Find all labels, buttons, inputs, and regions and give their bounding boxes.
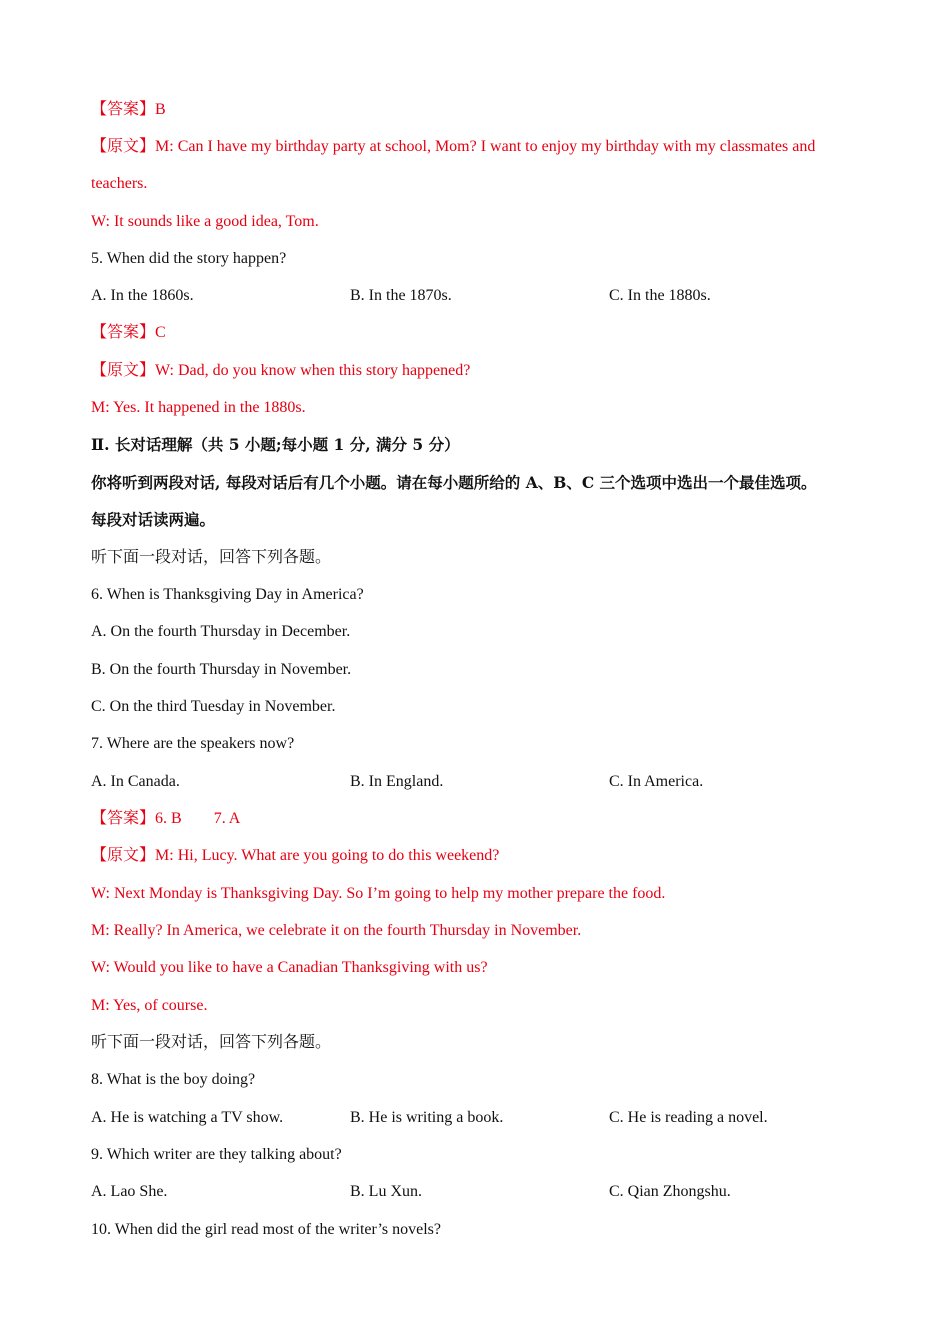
- transcript-line: [91, 846, 499, 866]
- option-5b: B. In the 1870s.: [350, 287, 452, 304]
- question-10: 10. When did the girl read most of the writer’s novels?: [91, 1221, 441, 1238]
- transcript-line: teachers.: [91, 175, 148, 192]
- transcript-line: W: Next Monday is Thanksgiving Day. So I’m going to help my mother prepare the food.: [91, 885, 666, 902]
- answer-value: 6. B 7. A: [155, 810, 241, 827]
- option-6a: A. On the fourth Thursday in December.: [91, 623, 351, 640]
- answer-tag: 【答案】: [91, 324, 156, 341]
- answer-line-6-7: [91, 809, 240, 829]
- option-6b: B. On the fourth Thursday in November.: [91, 661, 352, 678]
- dialog-intro: 听下面一段对话，回答下列各题。: [91, 549, 332, 566]
- option-5c: C. In the 1880s.: [609, 287, 711, 304]
- section-title: Ⅱ. 长对话理解（共 5 小题;每小题 1 分, 满分 5 分）: [91, 435, 460, 454]
- transcript-text: M: Hi, Lucy. What are you going to do this weekend?: [155, 847, 500, 864]
- transcript-line: M: Really? In America, we celebrate it on the fourth Thursday in November.: [91, 922, 582, 939]
- transcript-line: W: It sounds like a good idea, Tom.: [91, 213, 319, 230]
- transcript-tag: 【原文】: [91, 362, 156, 379]
- transcript-line: [91, 137, 815, 157]
- answer-value: C: [155, 324, 166, 341]
- section-instructions: 每段对话读两遍。: [91, 510, 216, 529]
- question-9: 9. Which writer are they talking about?: [91, 1146, 342, 1163]
- option-9c: C. Qian Zhongshu.: [609, 1183, 731, 1200]
- answer-tag: 【答案】: [91, 810, 156, 827]
- question-5: 5. When did the story happen?: [91, 250, 287, 267]
- question-7: 7. Where are the speakers now?: [91, 735, 295, 752]
- answer-value: B: [155, 101, 166, 118]
- answer-line-5: [91, 323, 166, 343]
- option-8a: A. He is watching a TV show.: [91, 1109, 284, 1126]
- option-6c: C. On the third Tuesday in November.: [91, 698, 336, 715]
- transcript-line: [91, 361, 470, 381]
- option-8c: C. He is reading a novel.: [609, 1109, 768, 1126]
- dialog-intro: 听下面一段对话，回答下列各题。: [91, 1034, 332, 1051]
- transcript-text: W: Dad, do you know when this story happened?: [155, 362, 471, 379]
- section-instructions: 你将听到两段对话, 每段对话后有几个小题。请在每小题所给的 A、B、C 三个选项中选出一个最佳选项。: [91, 473, 817, 492]
- question-8: 8. What is the boy doing?: [91, 1071, 256, 1088]
- answer-line-4: [91, 100, 166, 120]
- option-7b: B. In England.: [350, 773, 444, 790]
- transcript-tag: 【原文】: [91, 847, 156, 864]
- option-8b: B. He is writing a book.: [350, 1109, 504, 1126]
- option-7a: A. In Canada.: [91, 773, 180, 790]
- transcript-text: M: Can I have my birthday party at school, Mom? I want to enjoy my birthday with my classmates and: [155, 138, 816, 155]
- transcript-tag: 【原文】: [91, 138, 156, 155]
- option-9b: B. Lu Xun.: [350, 1183, 422, 1200]
- answer-tag: 【答案】: [91, 101, 156, 118]
- option-5a: A. In the 1860s.: [91, 287, 194, 304]
- option-7c: C. In America.: [609, 773, 704, 790]
- question-6: 6. When is Thanksgiving Day in America?: [91, 586, 364, 603]
- transcript-line: W: Would you like to have a Canadian Thanksgiving with us?: [91, 959, 488, 976]
- option-9a: A. Lao She.: [91, 1183, 168, 1200]
- transcript-line: M: Yes. It happened in the 1880s.: [91, 399, 306, 416]
- transcript-line: M: Yes, of course.: [91, 997, 208, 1014]
